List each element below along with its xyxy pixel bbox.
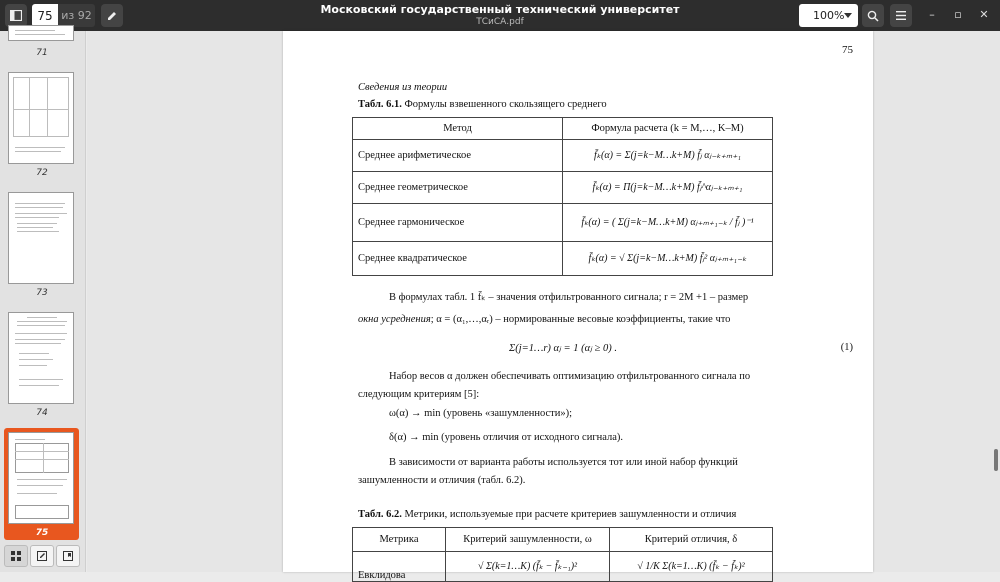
- table1-header-method: Метод: [353, 118, 563, 140]
- sidebar-toggle-button[interactable]: [5, 4, 27, 27]
- grid-icon: [11, 551, 21, 561]
- page-number: 75: [842, 44, 853, 56]
- table1-formula: f̄ₖ(α) = √ Σ(j=k−M…k+M) f̃ⱼ² αⱼ₊ₘ₊₁₋ₖ: [563, 242, 773, 276]
- table-row: [353, 204, 773, 242]
- page-thumbnail[interactable]: [8, 72, 74, 164]
- thumbnails-view-button[interactable]: [4, 545, 28, 567]
- criterion-difference: δ(α) → min (уровень отличия от исходного сигнала).: [389, 432, 624, 443]
- table2-omega: √ Σ(k=1…K) (f̄ₖ − f̄ₖ₋₁)²: [446, 552, 610, 582]
- document-title: Московский государственный технический университет: [320, 3, 680, 16]
- metrics-table: [352, 527, 773, 582]
- table-row: [353, 172, 773, 204]
- table2-metric: Евклидова: [353, 552, 446, 582]
- table1-method: Среднее квадратическое: [353, 242, 563, 276]
- page-thumbnail[interactable]: [8, 25, 74, 41]
- table1-formula: f̄ₖ(α) = Σ(j=k−M…k+M) f̃ⱼ αⱼ₋ₖ₊ₘ₊₁: [563, 140, 773, 172]
- bookmark-icon: [63, 551, 73, 561]
- paragraph-line: В зависимости от варианта работы используется тот или иной набор функций: [389, 457, 738, 468]
- table-row: [353, 242, 773, 276]
- sidebar-view-switcher: [4, 545, 82, 567]
- window-title: [300, 3, 700, 27]
- table2-delta: √ 1/K Σ(k=1…K) (f̄ₖ − f̃ₖ)²: [610, 552, 773, 582]
- table-row: [353, 552, 773, 582]
- table1-method: Среднее геометрическое: [353, 172, 563, 204]
- table1-caption-label: Табл. 6.1.: [358, 99, 402, 110]
- table1-header-formula: Формула расчета (k = M,…, K–M): [563, 118, 773, 140]
- table1-formula: f̄ₖ(α) = Π(j=k−M…k+M) f̃ⱼ^αⱼ₋ₖ₊ₘ₊₁: [563, 172, 773, 204]
- search-button[interactable]: [862, 4, 884, 27]
- thumbnail-label: 71: [36, 48, 48, 58]
- sidebar-icon: [10, 10, 22, 21]
- table2-header-noise: Критерий зашумленности, ω: [446, 528, 610, 552]
- annotate-button[interactable]: [101, 4, 123, 27]
- paragraph-line: Набор весов α должен обеспечивать оптимизацию отфильтрованного сигнала по: [389, 371, 751, 382]
- table1-method: Среднее арифметическое: [353, 140, 563, 172]
- paragraph-line: следующим критериям [5]:: [358, 389, 480, 400]
- formula-table: [352, 117, 773, 276]
- paragraph-line: [358, 314, 730, 325]
- edit-icon: [37, 551, 47, 561]
- document-filename: ТСиСА.pdf: [476, 17, 524, 27]
- close-button[interactable]: ✕: [979, 8, 989, 21]
- pdf-page: [283, 31, 873, 581]
- header-bar: [0, 0, 1000, 31]
- paragraph-line: В формулах табл. 1 f̄ₖ – значения отфильтрованного сигнала; r = 2M +1 – размер: [389, 292, 749, 303]
- vertical-scrollbar-thumb[interactable]: [994, 449, 998, 471]
- page-thumbnail[interactable]: [8, 312, 74, 404]
- table2-header-metric: Метрика: [353, 528, 446, 552]
- bookmarks-view-button[interactable]: [56, 545, 80, 567]
- table2-caption-text: Метрики, используемые при расчете критериев зашумленности и отличия: [404, 509, 737, 520]
- table1-caption: [358, 99, 607, 110]
- thumbnail-sidebar: [0, 31, 86, 572]
- table2-caption: [358, 509, 736, 520]
- table1-method: Среднее гармоническое: [353, 204, 563, 242]
- thumbnail-label: 74: [36, 408, 48, 418]
- menu-button[interactable]: [890, 4, 912, 27]
- table1-caption-text: Формулы взвешенного скользящего среднего: [404, 99, 607, 110]
- thumbnail-label: 72: [36, 168, 48, 178]
- paragraph-text: ; α = (α₁,…,αᵣ) – нормированные весовые коэффициенты, такие что: [430, 314, 731, 325]
- equation-number: (1): [840, 342, 853, 353]
- page-total-label: из 92: [58, 4, 95, 27]
- zoom-select[interactable]: [799, 4, 858, 27]
- page-thumbnail-active[interactable]: [8, 432, 74, 524]
- table2-caption-label: Табл. 6.2.: [358, 509, 402, 520]
- paragraph-line: зашумленности и отличия (табл. 6.2).: [358, 475, 526, 486]
- document-viewport[interactable]: [87, 31, 1000, 581]
- zoom-value: 100%: [813, 9, 845, 22]
- thumbnail-label: 75: [35, 528, 49, 538]
- table1-formula: f̄ₖ(α) = ( Σ(j=k−M…k+M) αⱼ₊ₘ₊₁₋ₖ / f̃ⱼ )⁻¹: [563, 204, 773, 242]
- maximize-button[interactable]: ▫: [954, 8, 962, 21]
- criterion-noise: ω(α) → min (уровень «зашумленности»);: [389, 408, 573, 419]
- thumbnail-label: 73: [36, 288, 48, 298]
- minimize-button[interactable]: –: [929, 8, 935, 21]
- section-heading: Сведения из теории: [358, 82, 448, 93]
- search-icon: [867, 10, 879, 22]
- table2-header-difference: Критерий отличия, δ: [610, 528, 773, 552]
- annotations-view-button[interactable]: [30, 545, 54, 567]
- pencil-icon: [106, 10, 118, 22]
- italic-term: окна усреднения: [358, 314, 431, 325]
- chevron-down-icon: [844, 13, 852, 18]
- equation: Σ(j=1…r) αⱼ = 1 (αⱼ ≥ 0) .: [509, 343, 617, 354]
- page-number-input[interactable]: 75: [32, 4, 58, 27]
- table-row: [353, 140, 773, 172]
- hamburger-icon: [896, 11, 906, 20]
- page-thumbnail[interactable]: [8, 192, 74, 284]
